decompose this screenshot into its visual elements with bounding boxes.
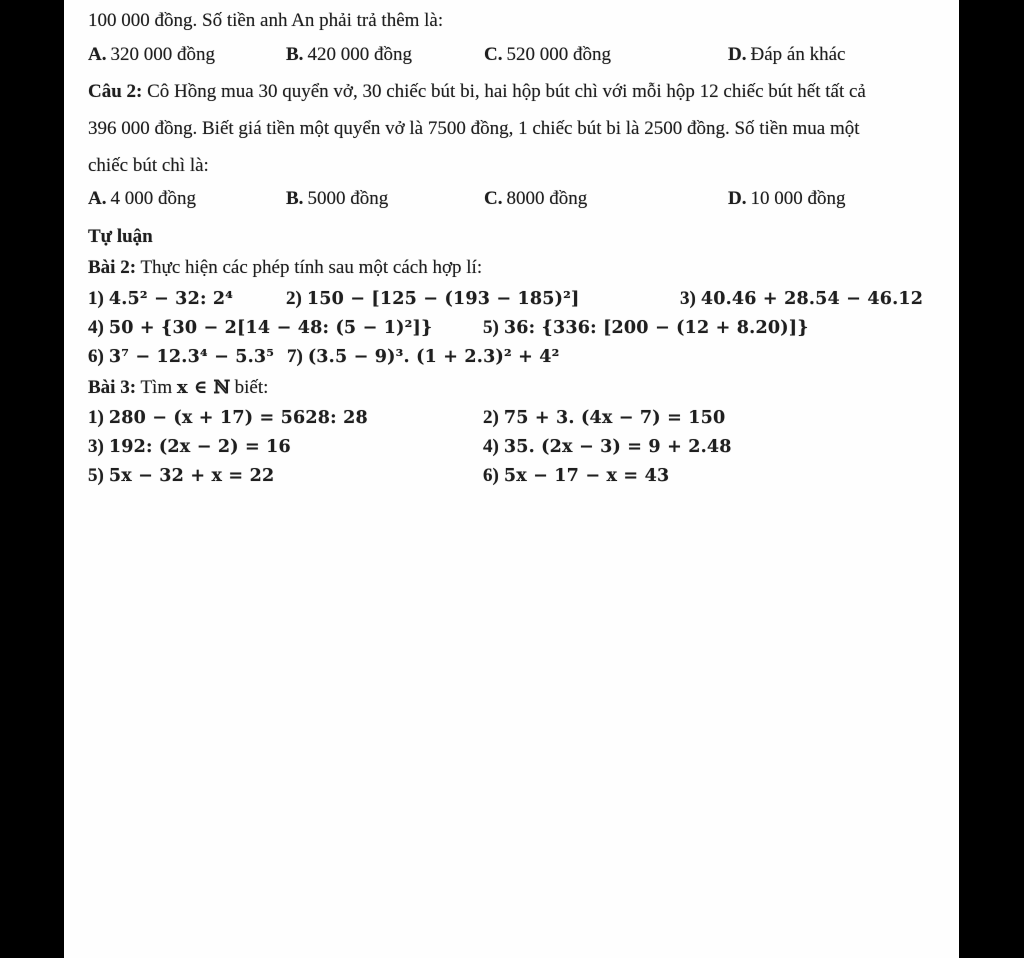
problem3-title-pre: Tìm bbox=[136, 377, 177, 398]
equation-text: 5x − 32 + x = 22 bbox=[108, 466, 275, 486]
answer-option-d bbox=[728, 40, 937, 70]
question2-line3: chiếc bút chì là: bbox=[88, 155, 209, 176]
equation-text: 5x − 17 − x = 43 bbox=[503, 466, 670, 486]
problem2-row1 bbox=[88, 284, 937, 313]
problem2-row2 bbox=[88, 313, 937, 342]
problem2-label: Bài 2: bbox=[88, 257, 137, 278]
equation-text: 280 − (x + 17) = 5628: 28 bbox=[108, 408, 368, 428]
problem2-row3 bbox=[88, 342, 937, 371]
equation-item-1 bbox=[88, 284, 286, 314]
problem3-label: Bài 3: bbox=[88, 377, 137, 398]
question2-options-row bbox=[88, 184, 937, 214]
option-text: 320 000 đồng bbox=[110, 44, 215, 65]
option-text: 4 000 đồng bbox=[110, 188, 196, 209]
option-text: Đáp án khác bbox=[750, 44, 846, 65]
answer-option-b bbox=[286, 40, 484, 70]
option-text: 8000 đồng bbox=[506, 188, 588, 209]
equation-number: 7) bbox=[287, 346, 303, 367]
option-letter: A. bbox=[88, 188, 107, 209]
equation-text: 36: {336: [200 − (12 + 8.20)]} bbox=[503, 318, 809, 338]
option-letter: A. bbox=[88, 44, 107, 65]
equation-text: 4.5² − 32: 2⁴ bbox=[108, 289, 234, 309]
problem3-title-post: biết: bbox=[229, 377, 269, 398]
problem3-set-expression: x ∈ ℕ bbox=[176, 377, 230, 398]
option-letter: D. bbox=[728, 188, 747, 209]
equation-number: 6) bbox=[88, 346, 104, 367]
equation-item-5 bbox=[88, 461, 483, 491]
equation-item-1 bbox=[88, 403, 483, 433]
document-content bbox=[64, 0, 959, 490]
option-text: 520 000 đồng bbox=[506, 44, 611, 65]
equation-item-2 bbox=[286, 284, 680, 314]
equation-number: 2) bbox=[286, 288, 302, 309]
question1-tail-text: 100 000 đồng. Số tiền anh An phải trả thêm là: bbox=[88, 10, 444, 31]
equation-number: 2) bbox=[483, 407, 499, 428]
equation-number: 6) bbox=[483, 465, 499, 486]
problem3-row1 bbox=[88, 403, 937, 432]
equation-item-7 bbox=[287, 342, 937, 372]
equation-text: 35. (2x − 3) = 9 + 2.48 bbox=[503, 437, 732, 457]
equation-item-6 bbox=[88, 342, 287, 372]
equation-item-5 bbox=[483, 313, 937, 343]
option-letter: C. bbox=[484, 44, 503, 65]
equation-text: 40.46 + 28.54 − 46.12 bbox=[700, 289, 924, 309]
equation-text: (3.5 − 9)³. (1 + 2.3)² + 4² bbox=[307, 347, 560, 367]
equation-text: 3⁷ − 12.3⁴ − 5.3⁵ bbox=[108, 347, 275, 367]
equation-item-4 bbox=[88, 313, 483, 343]
equation-number: 3) bbox=[680, 288, 696, 309]
equation-number: 4) bbox=[483, 436, 499, 457]
equation-text: 75 + 3. (4x − 7) = 150 bbox=[503, 408, 726, 428]
problem2-heading bbox=[88, 253, 937, 283]
equation-text: 150 − [125 − (193 − 185)²] bbox=[306, 289, 580, 309]
question2-line1-text: Cô Hồng mua 30 quyển vở, 30 chiếc bút bi, hai hộp bút chì với mỗi hộp 12 chiếc bút hết tất cả bbox=[142, 81, 866, 102]
question2-line2: 396 000 đồng. Biết giá tiền một quyển vở là 7500 đồng, 1 chiếc bút bi là 2500 đồng. Số tiền mua một bbox=[88, 118, 860, 139]
equation-item-4 bbox=[483, 432, 937, 462]
answer-option-d bbox=[728, 184, 937, 214]
question1-options-row bbox=[88, 40, 937, 70]
option-letter: B. bbox=[286, 188, 304, 209]
question2-statement bbox=[88, 73, 937, 184]
question2-label: Câu 2: bbox=[88, 81, 143, 102]
question2-line1 bbox=[88, 73, 937, 110]
equation-number: 3) bbox=[88, 436, 104, 457]
option-letter: B. bbox=[286, 44, 304, 65]
equation-item-2 bbox=[483, 403, 937, 433]
option-text: 10 000 đồng bbox=[750, 188, 846, 209]
equation-item-3 bbox=[88, 432, 483, 462]
answer-option-a bbox=[88, 40, 286, 70]
answer-option-c bbox=[484, 40, 728, 70]
answer-option-a bbox=[88, 184, 286, 214]
document-page bbox=[64, 0, 959, 958]
option-letter: D. bbox=[728, 44, 747, 65]
equation-number: 5) bbox=[483, 317, 499, 338]
essay-section-heading: Tự luận bbox=[88, 226, 153, 247]
equation-item-6 bbox=[483, 461, 937, 491]
equation-item-3 bbox=[680, 284, 937, 314]
problem2-title: Thực hiện các phép tính sau một cách hợp lí: bbox=[136, 257, 483, 278]
option-letter: C. bbox=[484, 188, 503, 209]
equation-text: 50 + {30 − 2[14 − 48: (5 − 1)²]} bbox=[108, 318, 433, 338]
answer-option-b bbox=[286, 184, 484, 214]
equation-number: 5) bbox=[88, 465, 104, 486]
problem3-row3 bbox=[88, 461, 937, 490]
problem3-heading bbox=[88, 373, 937, 403]
equation-text: 192: (2x − 2) = 16 bbox=[108, 437, 291, 457]
answer-option-c bbox=[484, 184, 728, 214]
equation-number: 1) bbox=[88, 288, 104, 309]
option-text: 420 000 đồng bbox=[307, 44, 412, 65]
option-text: 5000 đồng bbox=[307, 188, 389, 209]
equation-number: 4) bbox=[88, 317, 104, 338]
problem3-row2 bbox=[88, 432, 937, 461]
equation-number: 1) bbox=[88, 407, 104, 428]
